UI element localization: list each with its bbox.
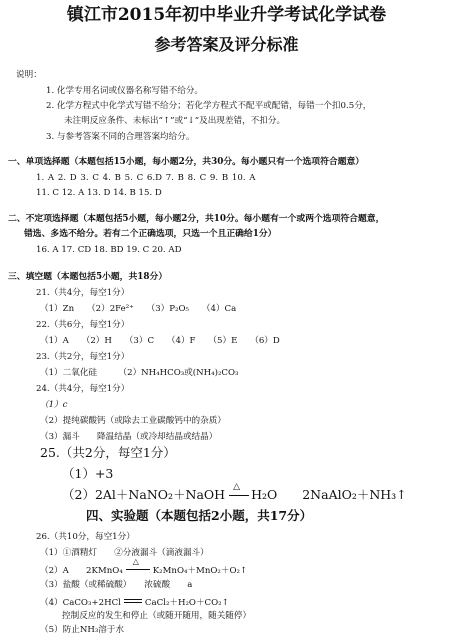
q26-answer-4 [40,597,229,608]
q26-equation-products: K₂MnO₄＋MnO₂＋O₂↑ [152,566,248,576]
q24-answer-1: （1）c [40,400,68,410]
exam-title: 镇江市2015年初中毕业升学考试化学试卷 [66,5,387,25]
q26-answer-5: （5）防止NH₃溶于水 [40,625,125,635]
q26-equation-4-reactants: （4）CaCO₃+2HCl [40,598,121,608]
q26-equation-4-products: CaCl₂＋H₂O＋CO₂↑ [144,598,229,608]
q25-answer-1: （1）+3 [62,466,114,481]
q26-header: 26.（共10分，每空1分） [36,532,135,542]
note-3: 3. 与参考答案不同的合理答案均给分。 [46,132,195,142]
q25-answer-2 [62,482,407,502]
q24-answer-2: （2）提纯碳酸钙（或除去工业碳酸钙中的杂质） [40,416,226,426]
note-1: 1. 化学专用名词或仪器名称写错不给分。 [46,86,204,96]
q23-header: 23.（共2分，每空1分） [36,352,130,362]
section-4-heading: 四、实验题（本题包括2小题，共17分） [86,508,313,523]
equals-sign [121,597,145,605]
note-2-continued: 未注明反应条件、未标出“↑”或“↓”及出现差错，不扣分。 [64,116,286,126]
q26-answer-1: （1）①酒精灯 ②分液漏斗（滴液漏斗） [40,548,209,558]
q25-header: 25.（共2分，每空1分） [40,445,176,460]
section-2-answers-row: 16. A 17. CD 18. BD 19. C 20. AD [36,245,182,255]
q22-answers: （1）A （2）H （3）C （4）F （5）E （6）D [40,336,280,346]
q21-header: 21.（共4分，每空1分） [36,288,130,298]
q25-equation-reactants: （2）2Al＋NaNO₂＋NaOH [62,487,226,502]
heat-symbol: △ [132,557,139,566]
answer-subtitle: 参考答案及评分标准 [154,35,299,54]
section-2-heading-continued: 错选、多选不给分。若有二个正确选项，只选一个且正确给1分） [24,229,277,239]
section-2-heading: 二、不定项选择题（本题包括5小题，每小题2分，共10分。每小题有一个或两个选项符合题意， [8,214,385,224]
q25-equation-products: H₂O 2NaAlO₂＋NH₃↑ [251,487,407,502]
q26-equation-reactants: （2）A 2KMnO₄ [40,566,123,576]
section-1-heading: 一、单项选择题（本题包括15小题，每小题2分，共30分。每小题只有一个选项符合题意） [8,157,365,167]
q26-answer-4-note: 控制反应的发生和停止（或随开随用，随关随停） [62,611,252,621]
section-3-heading: 三、填空题（本题包括5小题，共18分） [8,272,168,282]
reaction-condition-arrow [225,482,251,499]
q21-answers: （1）Zn （2）2Fe²⁺ （3）P₂O₅ （4）Ca [40,304,237,314]
section-1-answers-row-2: 11. C 12. A 13. D 14. B 15. D [36,188,162,198]
section-1-answers-row-1: 1. A 2. D 3. C 4. B 5. C 6.D 7. B 8. C 9. B 10. A [36,173,256,183]
note-2: 2. 化学方程式中化学式写错不给分；若化学方程式不配平或配错，每错一个扣0.5分， [46,101,372,111]
reaction-condition-arrow [123,557,153,573]
q24-answer-3: （3）漏斗 降温结晶（或冷却结晶或结晶） [40,432,218,442]
q24-header: 24.（共4分，每空1分） [36,384,130,394]
q22-header: 22.（共6分，每空1分） [36,320,130,330]
notes-heading: 说明： [16,70,42,80]
q26-answer-2 [40,557,248,576]
q23-answers: （1）二氧化硅 （2）NH₄HCO₃或(NH₄)₂CO₃ [40,368,239,378]
q26-answer-3: （3）盐酸（或稀硫酸） 浓硫酸 a [40,580,193,590]
heat-symbol: △ [233,482,240,492]
